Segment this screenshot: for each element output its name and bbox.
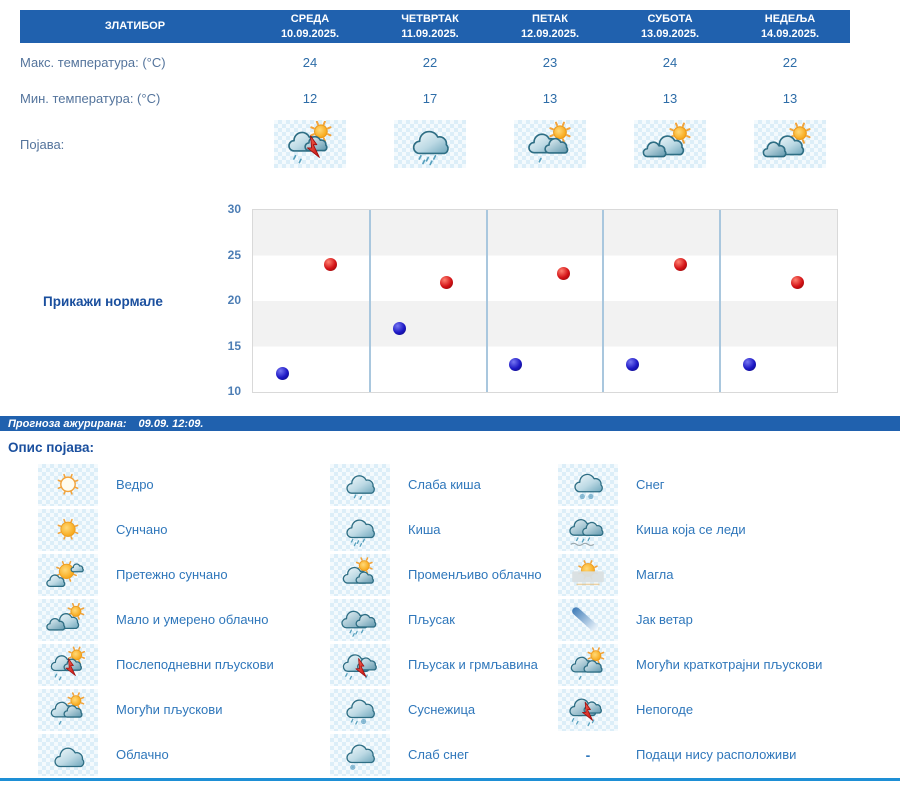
phenomena-cell <box>490 116 610 172</box>
mostly-sunny-icon <box>38 554 98 596</box>
legend-item-label: Мало и умерено облачно <box>116 612 269 627</box>
temperature-chart <box>252 209 838 393</box>
day-date: 12.09.2025. <box>520 27 580 40</box>
legend-item <box>330 642 558 687</box>
day-separator-line <box>369 210 371 392</box>
partly-cloudy-icon <box>38 599 98 641</box>
legend-item-label: Ведро <box>116 477 154 492</box>
max-temp-point <box>440 276 453 289</box>
cloudy-icon <box>38 734 98 776</box>
legend-item-label: Могући пљускови <box>116 702 223 717</box>
min-temp-value: 13 <box>542 91 558 106</box>
strong-wind-icon <box>558 599 618 641</box>
possible-short-showers-icon <box>558 644 618 686</box>
legend-item <box>38 507 330 552</box>
legend-item-label: Непогоде <box>636 702 694 717</box>
status-bar <box>0 416 900 431</box>
legend-item-label: Слаба киша <box>408 477 481 492</box>
max-temp-label: Макс. температура: (°C) <box>20 54 166 70</box>
legend-item <box>38 552 330 597</box>
day-header-cell <box>610 10 730 43</box>
legend-item <box>330 597 558 642</box>
legend-item-label: Пљусак <box>408 612 455 627</box>
fog-icon <box>558 554 618 596</box>
legend-item-label: Јак ветар <box>636 612 693 627</box>
y-axis-tick: 15 <box>227 338 241 353</box>
min-temp-value: 17 <box>422 91 438 106</box>
legend-item <box>38 462 330 507</box>
phenomena-label: Појава: <box>20 136 65 152</box>
rain-icon <box>394 120 466 168</box>
legend-column <box>38 462 330 777</box>
forecast-table <box>20 10 850 172</box>
legend-item <box>558 552 822 597</box>
afternoon-showers-icon <box>274 120 346 168</box>
min-temp-value: 12 <box>302 91 318 106</box>
day-name: НЕДЕЉА <box>764 13 816 26</box>
legend-item-label: Сунчано <box>116 522 168 537</box>
y-axis-tick: 20 <box>227 293 241 307</box>
day-header-cell <box>730 10 850 43</box>
max-temp-point <box>324 258 337 271</box>
legend-item-label: Могући краткотрајни пљускови <box>636 657 823 672</box>
chart-y-axis <box>213 202 247 398</box>
day-separator-line <box>486 210 488 392</box>
day-name: ПЕТАК <box>532 13 568 26</box>
location-header-cell: ЗЛАТИБОР <box>20 10 250 43</box>
legend-item-label: Слаб снег <box>408 747 469 762</box>
day-date: 14.09.2025. <box>760 27 820 40</box>
legend-item <box>38 732 330 777</box>
freezing-rain-icon <box>558 509 618 551</box>
footer-divider <box>0 778 900 781</box>
legend-item <box>558 732 822 777</box>
legend-item <box>330 552 558 597</box>
max-temp-value: 22 <box>782 54 798 70</box>
day-header-cell <box>490 10 610 43</box>
legend-item <box>330 507 558 552</box>
legend-item <box>38 687 330 732</box>
rain-icon <box>330 509 390 551</box>
possible-showers-icon <box>514 120 586 168</box>
min-temp-point <box>509 358 522 371</box>
day-date: 13.09.2025. <box>640 27 700 40</box>
legend-item <box>558 462 822 507</box>
legend-item <box>38 642 330 687</box>
legend-item <box>558 642 822 687</box>
legend-item <box>558 597 822 642</box>
max-temp-value: 23 <box>542 54 558 70</box>
snow-icon <box>558 464 618 506</box>
min-temp-label: Мин. температура: (°C) <box>20 91 161 106</box>
legend-column <box>330 462 558 777</box>
sleet-icon <box>330 689 390 731</box>
partly-cloudy-icon <box>754 120 826 168</box>
legend-item-label: Киша <box>408 522 441 537</box>
legend-item-label: Променљиво облачно <box>408 567 542 582</box>
max-temp-point <box>557 267 570 280</box>
max-temp-point <box>791 276 804 289</box>
day-header-cell <box>370 10 490 43</box>
storms-icon <box>558 689 618 731</box>
legend-item-label: Киша која се леди <box>636 522 746 537</box>
day-name: ЧЕТВРТАК <box>401 13 459 26</box>
min-temp-point <box>743 358 756 371</box>
legend-item-label: Подаци нису расположиви <box>636 747 797 762</box>
day-separator-line <box>602 210 604 392</box>
min-temp-point <box>276 367 289 380</box>
legend-item <box>330 462 558 507</box>
phenomena-cell <box>370 116 490 172</box>
y-axis-tick: 30 <box>227 202 241 216</box>
clear-icon <box>38 464 98 506</box>
max-temp-value: 22 <box>422 54 438 70</box>
max-temp-value: 24 <box>662 54 678 70</box>
legend-title: Опис појава: <box>8 440 94 455</box>
legend-item-label: Снег <box>636 477 665 492</box>
day-name: СУБОТА <box>647 13 693 26</box>
status-label: Прогноза ажурирана: <box>8 417 127 430</box>
legend-item-label: Облачно <box>116 747 169 762</box>
legend-item-label: Суснежица <box>408 702 476 717</box>
max-temp-point <box>674 258 687 271</box>
possible-showers-icon <box>38 689 98 731</box>
thunderstorm-icon <box>330 644 390 686</box>
show-normals-link[interactable]: Прикажи нормале <box>43 294 163 309</box>
sunny-icon <box>38 509 98 551</box>
day-separator-line <box>719 210 721 392</box>
min-temp-value: 13 <box>662 91 678 106</box>
legend-item-label: Претежно сунчано <box>116 567 228 582</box>
day-date: 10.09.2025. <box>280 27 340 40</box>
legend-item <box>558 687 822 732</box>
status-updated-time: 09.09. 12:09. <box>138 417 204 430</box>
light-snow-icon <box>330 734 390 776</box>
day-name: СРЕДА <box>290 13 330 26</box>
legend-item <box>330 687 558 732</box>
partly-cloudy-icon <box>634 120 706 168</box>
legend-item <box>558 507 822 552</box>
min-temp-point <box>393 322 406 335</box>
y-axis-tick: 10 <box>227 384 241 398</box>
shower-icon <box>330 599 390 641</box>
afternoon-showers-icon <box>38 644 98 686</box>
phenomena-legend <box>38 462 822 777</box>
phenomena-cell <box>250 116 370 172</box>
legend-item-label: Магла <box>636 567 674 582</box>
legend-item-label: Послеподневни пљускови <box>116 657 274 672</box>
phenomena-cell <box>610 116 730 172</box>
day-header-cell <box>250 10 370 43</box>
legend-column <box>558 462 822 777</box>
light-rain-icon <box>330 464 390 506</box>
legend-item-label: Пљусак и грмљавина <box>408 657 538 672</box>
min-temp-value: 13 <box>782 91 798 106</box>
variable-cloudy-icon <box>330 554 390 596</box>
y-axis-tick: 25 <box>227 247 241 262</box>
day-date: 11.09.2025. <box>401 27 459 40</box>
max-temp-value: 24 <box>302 54 318 70</box>
legend-item <box>38 597 330 642</box>
phenomena-cell <box>730 116 850 172</box>
legend-item <box>330 732 558 777</box>
dash-icon: - <box>585 746 591 763</box>
min-temp-point <box>626 358 639 371</box>
